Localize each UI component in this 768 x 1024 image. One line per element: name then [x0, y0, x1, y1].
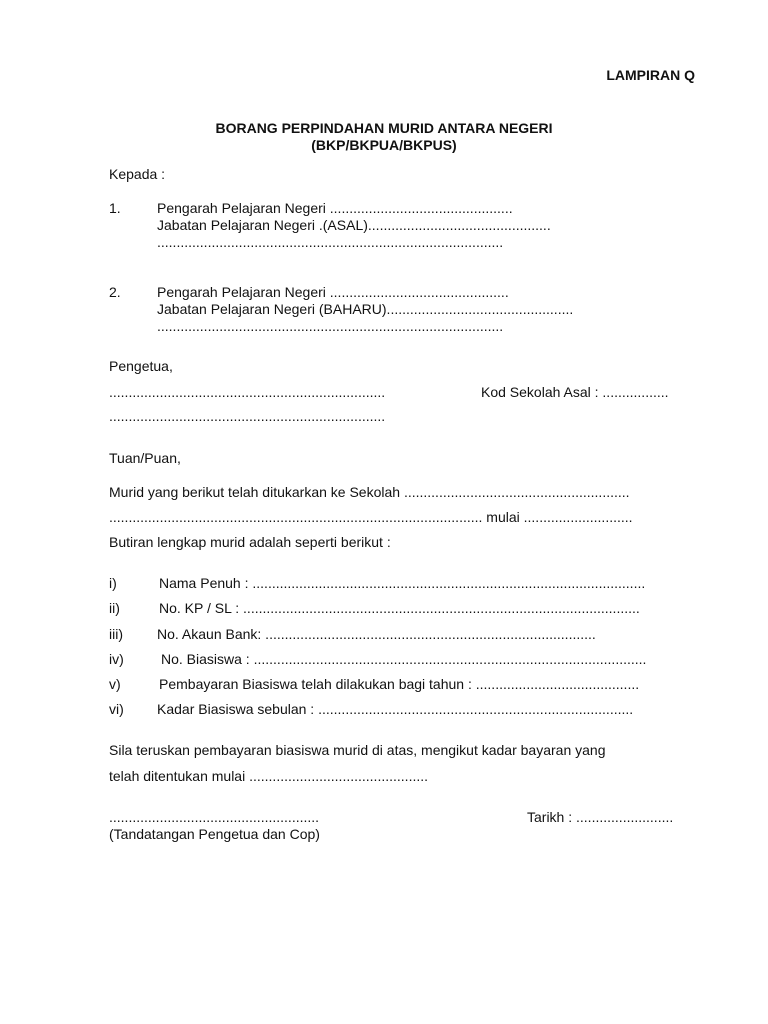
kod-sekolah-asal: Kod Sekolah Asal : ................. — [481, 384, 669, 400]
body-line: Butiran lengkap murid adalah seperti berikut : — [109, 534, 391, 550]
lampiran-label: LAMPIRAN Q — [606, 67, 695, 83]
recipient-line: Pengarah Pelajaran Negeri .............................................. — [157, 284, 509, 300]
tarikh-field: Tarikh : ......................... — [527, 809, 674, 825]
detail-kadar-biasiswa: Kadar Biasiswa sebulan : ................................................................................. — [157, 701, 634, 717]
signature-line: ...................................................... — [109, 809, 320, 825]
pengetua-line: ....................................................................... — [109, 384, 386, 400]
detail-number: v) — [109, 676, 121, 692]
recipient-line: ......................................................................................... — [157, 318, 504, 334]
detail-pembayaran: Pembayaran Biasiswa telah dilakukan bagi tahun : .......................................... — [159, 676, 640, 692]
pengetua-line: ....................................................................... — [109, 408, 386, 424]
detail-nama-penuh: Nama Penuh : ..................................................................................................... — [159, 575, 646, 591]
detail-no-biasiswa: No. Biasiswa : ..................................................................................................... — [161, 651, 647, 667]
recipient-line: Pengarah Pelajaran Negeri ............................................... — [157, 200, 513, 216]
detail-no-kp: No. KP / SL : ...................................................................................................... — [159, 600, 640, 616]
pengetua-label: Pengetua, — [109, 358, 173, 374]
recipient-line: ......................................................................................... — [157, 234, 504, 250]
recipient-line: Jabatan Pelajaran Negeri .(ASAL)............................................... — [157, 217, 551, 233]
detail-akaun-bank: No. Akaun Bank: ..................................................................................... — [157, 626, 596, 642]
kepada-label: Kepada : — [109, 166, 166, 182]
closing-line: telah ditentukan mulai .............................................. — [109, 768, 429, 784]
recipient-line: Jabatan Pelajaran Negeri (BAHARU)................................................ — [157, 301, 574, 317]
detail-number: iv) — [109, 651, 124, 667]
closing-line: Sila teruskan pembayaran biasiswa murid di atas, mengikut kadar bayaran yang — [109, 742, 606, 758]
form-code: (BKP/BKPUA/BKPUS) — [311, 137, 457, 153]
recipient-number: 1. — [109, 200, 121, 216]
detail-number: vi) — [109, 701, 124, 717]
detail-number: iii) — [109, 626, 123, 642]
detail-number: i) — [109, 575, 117, 591]
salutation: Tuan/Puan, — [109, 450, 181, 466]
form-title: BORANG PERPINDAHAN MURID ANTARA NEGERI — [215, 120, 553, 136]
recipient-number: 2. — [109, 284, 121, 300]
signature-label: (Tandatangan Pengetua dan Cop) — [109, 826, 320, 842]
body-line: Murid yang berikut telah ditukarkan ke Sekolah .......................................................... — [109, 484, 630, 500]
detail-number: ii) — [109, 600, 120, 616]
body-line: ................................................................................................ mulai ............................ — [109, 509, 633, 525]
